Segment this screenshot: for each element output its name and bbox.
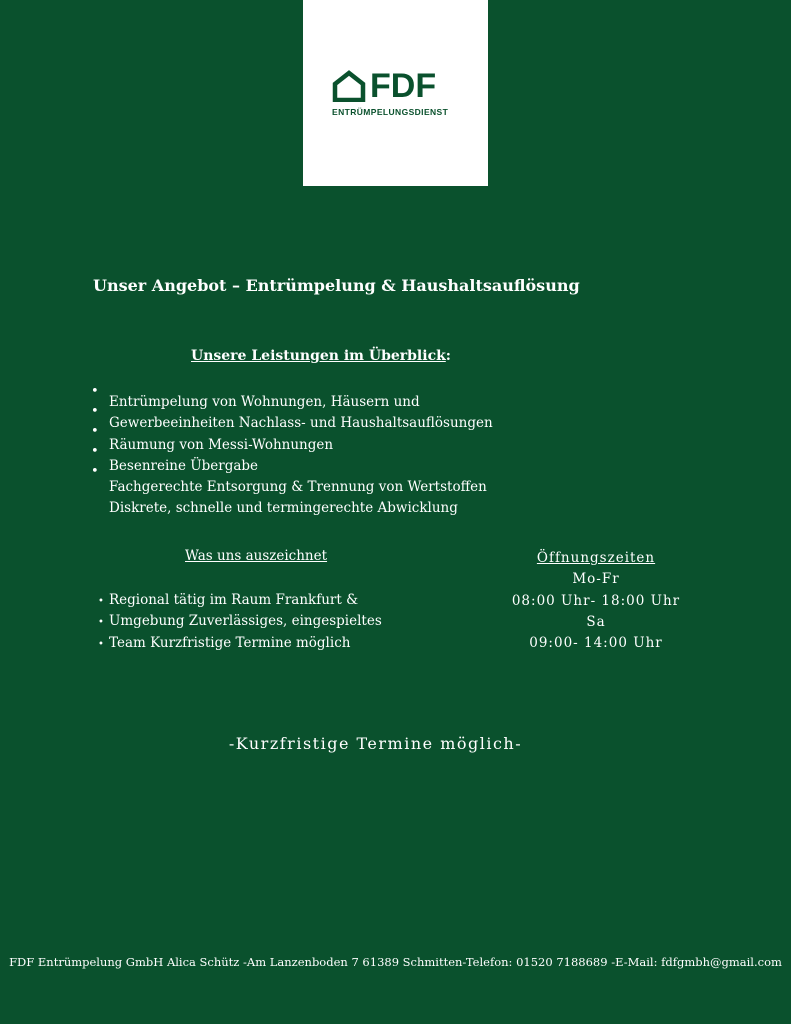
- bullet-5: •: [91, 464, 99, 479]
- bullet-4: •: [91, 444, 99, 459]
- footer-contact: FDF Entrümpelung GmbH Alica Schütz -Am Lanzenboden 7 61389 Schmitten-Telefon: 01520 7188689 -E-Mail: fdfgmbh@gmail.com: [9, 955, 782, 969]
- list-item: Entrümpelung von Wohnungen, Häusern und: [109, 394, 420, 410]
- services-title-text: Unsere Leistungen im Überblick: [191, 348, 446, 364]
- feature-text: Umgebung Zuverlässiges, eingespieltes: [109, 613, 382, 630]
- list-item: Räumung von Messi-Wohnungen: [109, 436, 334, 453]
- logo-title: FDF: [370, 67, 437, 105]
- tagline: -Kurzfristige Termine möglich-: [228, 734, 523, 753]
- bullet-3: •: [91, 424, 99, 439]
- logo-subtitle: ENTRÜMPELUNGSDIENST: [332, 107, 449, 117]
- bullet: •: [98, 617, 104, 629]
- list-item: [98, 611, 382, 632]
- services-title: [191, 348, 451, 364]
- weekday-time: 08:00 Uhr- 18:00 Uhr: [511, 592, 681, 609]
- feature-text: Team Kurzfristige Termine möglich: [109, 634, 351, 651]
- list-item: Besenreine Übergabe: [109, 457, 259, 474]
- services-list: [109, 392, 493, 520]
- services-title-colon: :: [445, 348, 451, 364]
- opening-hours: [498, 548, 694, 654]
- features-title: Was uns auszeichnet: [185, 548, 328, 564]
- list-item: Gewerbeeinheiten Nachlass- und Haushaltsauflösungen: [109, 415, 493, 432]
- services-bullets: [91, 386, 99, 486]
- bullet-2: •: [91, 404, 99, 419]
- house-icon: [332, 70, 366, 102]
- weekday-label: Mo-Fr: [572, 571, 620, 588]
- list-item: Diskrete, schnelle und termingerechte Abwicklung: [109, 500, 458, 517]
- bullet-1: •: [91, 384, 99, 399]
- features-list: [98, 590, 382, 654]
- hours-title: Öffnungszeiten: [536, 550, 656, 566]
- bullet: •: [98, 638, 104, 650]
- saturday-time: 09:00- 14:00 Uhr: [529, 635, 663, 652]
- bullet: •: [98, 596, 104, 607]
- logo: [332, 67, 460, 120]
- list-item: Fachgerechte Entsorgung & Trennung von Wertstoffen: [109, 479, 487, 496]
- feature-text: Regional tätig im Raum Frankfurt &: [109, 592, 359, 608]
- list-item: [98, 590, 382, 611]
- page-headline: Unser Angebot – Entrümpelung & Haushaltsauflösung: [93, 276, 580, 295]
- logo-box: [303, 0, 488, 186]
- saturday-label: Sa: [586, 613, 606, 630]
- list-item: [98, 633, 382, 654]
